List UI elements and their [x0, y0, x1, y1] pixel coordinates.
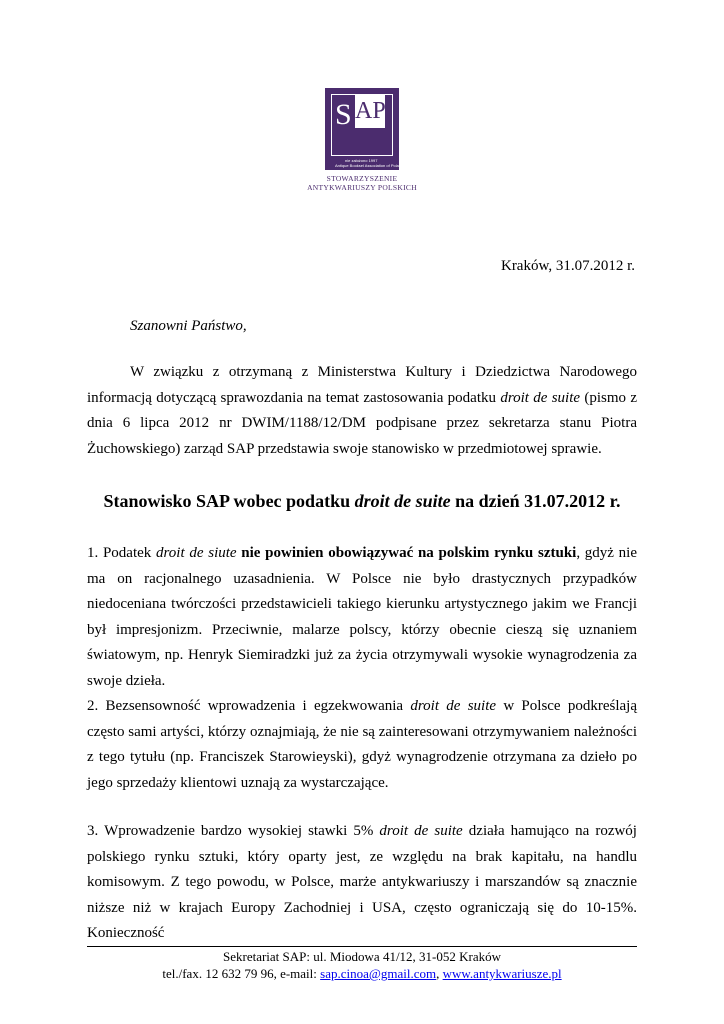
heading-part-1: Stanowisko SAP wobec podatku — [103, 491, 355, 511]
logo-tagline-2: Antique Booksel Association of Poland — [335, 163, 404, 168]
email-link[interactable]: sap.cinoa@gmail.com — [320, 966, 437, 981]
statement-heading — [87, 491, 637, 512]
intro-text-end: (pismo z dnia 6 lipca 2012 nr DWIM/1188/12/DM podpisane przez sekretarza stanu Piotra Żuchowskiego) zarząd SAP przedstawia swoje stanowisko w przedmiotowej sprawie. — [87, 389, 638, 457]
footer-contact — [87, 965, 637, 982]
logo-tagline-1: nie założono 1997 — [345, 158, 378, 163]
organization-name — [300, 174, 424, 192]
point-1-text-b: , gdyż nie ma on racjonalnego uzasadnienia. W Polsce nie było drastycznych przypadków niedoceniana twórczości przedstawicieli takiego kierunku artystycznego jakim we Francji był impresjonizm. Przeciwnie, malarze polscy, którzy obecnie cieszą się uznaniem światowym, np. Henryk Siemiradzki już za życia otrzymywali wysokie wynagrodzenia za swoje dzieła. — [87, 545, 637, 689]
logo-letters-ap: AP — [355, 94, 385, 128]
point-2-paragraph — [87, 694, 637, 796]
point-1-italic-term: droit de siute — [156, 545, 237, 561]
heading-part-2: na dzień 31.07.2012 r. — [450, 491, 621, 511]
point-2-text-b: w Polsce podkreślają często sami artyści, którzy oznajmiają, że nie są zainteresowani otrzymywaniem należności z tego tytułu (np. Franciszek Starowieyski), gdyż wynagrodzenie otrzymana za dzieło po jego sprzedaży klientowi uznają za wystarczające. — [87, 698, 638, 791]
logo-emblem — [325, 88, 404, 170]
footer-address: Sekretariat SAP: ul. Miodowa 41/12, 31-052 Kraków — [222, 949, 502, 964]
logo — [300, 88, 424, 192]
logo-letter-s: S — [335, 98, 352, 131]
footer-divider — [87, 946, 637, 947]
org-name-line-2: ANTYKWARIUSZY POLSKICH — [307, 183, 417, 192]
footer — [87, 948, 637, 982]
point-3-paragraph — [87, 819, 637, 947]
org-name-line-1: STOWARZYSZENIE — [326, 174, 398, 183]
intro-text: W związku z otrzymaną z Ministerstwa Kultury i Dziedzictwa Narodowego informacją dotyczącą sprawozdania na temat zastosowania podatku — [87, 364, 637, 406]
intro-italic-term: droit de suite — [500, 389, 581, 406]
letter-date: Kraków, 31.07.2012 r. — [500, 258, 635, 274]
point-3-text-b: działa hamująco na rozwój polskiego rynku sztuki, który oparty jest, ze względu na brak kapitału, na handlu komisowym. Z tego powodu, w Polsce, marże antykwariuszy i marszandów są znacznie niższe niż w krajach Europy Zachodniej i USA, często ograniczają się do 10-15%. Konieczność — [87, 823, 637, 941]
point-1-paragraph — [87, 541, 637, 694]
intro-paragraph — [87, 360, 637, 462]
heading-italic-term: droit de suite — [354, 491, 451, 511]
point-2-italic-term: droit de suite — [410, 698, 497, 714]
footer-separator: , — [436, 966, 443, 981]
point-1-text-a: 1. Podatek — [87, 545, 157, 561]
point-1-bold-text: nie powinien obowiązywać na polskim rynku sztuki — [241, 545, 577, 561]
footer-phone: tel./fax. 12 632 79 96, e-mail: — [162, 966, 321, 981]
website-link[interactable]: www.antykwariusze.pl — [442, 966, 562, 981]
point-3-italic-term: droit de suite — [379, 823, 463, 839]
point-3-text-a: 3. Wprowadzenie bardzo wysokiej stawki 5% — [87, 823, 380, 839]
salutation: Szanowni Państwo, — [130, 318, 247, 334]
point-2-text-a: 2. Bezsensowność wprowadzenia i egzekwowania — [87, 698, 411, 714]
